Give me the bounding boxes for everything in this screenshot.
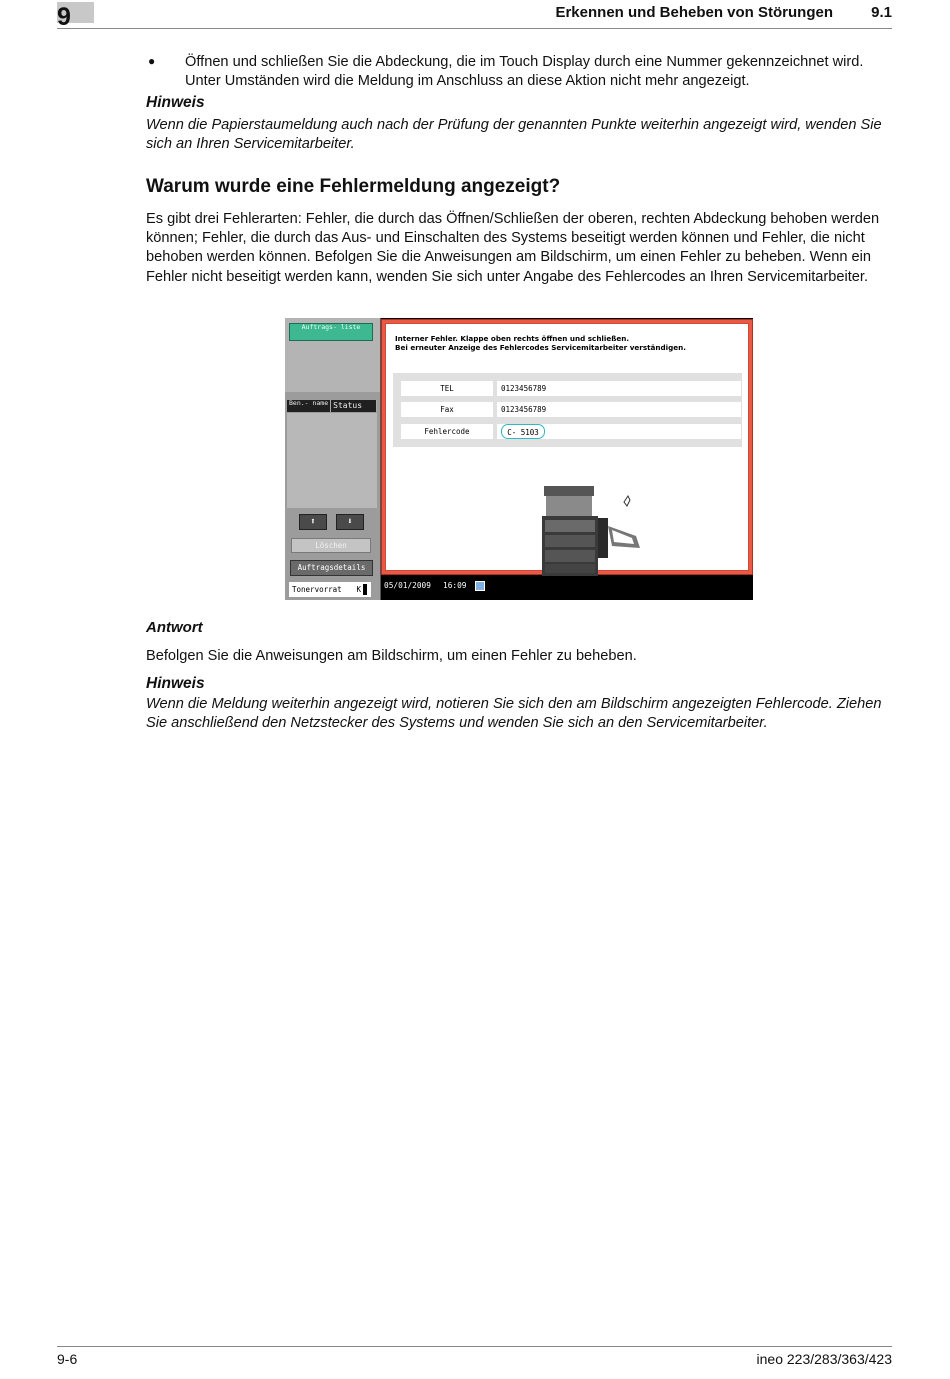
note-label-2: Hinweis	[146, 675, 205, 692]
info-label-error-code: Fehlercode	[401, 424, 493, 439]
error-message-line-1: Interner Fehler. Klappe oben rechts öffnen und schließen.	[395, 334, 630, 343]
copier-illustration-icon	[536, 486, 656, 576]
error-message-line-2: Bei erneuter Anzeige des Fehlercodes Servicemitarbeiter verständigen.	[395, 343, 686, 352]
scroll-down-button[interactable]: ⬇	[336, 514, 364, 530]
info-value-tel: 0123456789	[497, 381, 741, 396]
body-paragraph: Es gibt drei Fehlerarten: Fehler, die durch das Öffnen/Schließen der oberen, rechten Abdeckung behoben werden können; Fehler, die durch das Aus- und Einschalten des Systems beseitigt werden können und Fehler, die nicht behoben werden können. Befolgen Sie die Anweisungen am Bildschirm, um einen Fehler zu beheben. Wenn ein Fehler nicht beseitigt werden kann, wenden Sie sich unter Angabe des Fehlercodes an Ihren Servicemitarbeiter.	[146, 211, 880, 285]
touch-panel-screenshot	[285, 318, 753, 600]
toner-label: Tonervorrat	[292, 585, 342, 594]
job-list-area	[287, 413, 377, 508]
section-number: 9.1	[871, 4, 892, 21]
status-date: 05/01/2009	[384, 581, 431, 590]
toner-level-bar	[363, 584, 367, 595]
answer-label: Antwort	[146, 619, 203, 636]
error-message-frame	[381, 319, 753, 575]
info-label-fax: Fax	[401, 402, 493, 417]
info-row-error-code	[401, 424, 745, 440]
job-tabs	[287, 400, 377, 412]
contact-info-box	[393, 373, 742, 447]
job-details-button[interactable]: Auftragsdetails	[290, 560, 373, 576]
job-list-button[interactable]: Auftrags- liste	[289, 323, 373, 341]
status-bar	[381, 576, 753, 600]
tab-status[interactable]: Status	[331, 400, 377, 412]
chapter-number: 9	[57, 3, 71, 31]
toner-color-label: K	[356, 585, 361, 594]
bullet-text: Öffnen und schließen Sie die Abdeckung, die im Touch Display durch eine Nummer gekennzeichnet wird. Unter Umständen wird die Meldung im Anschluss an diese Aktion nicht mehr angezeigt.	[185, 54, 864, 90]
header-divider	[57, 28, 892, 29]
delete-button[interactable]: Löschen	[291, 538, 371, 553]
bullet-marker: ●	[148, 54, 156, 68]
network-status-icon	[475, 581, 485, 591]
left-panel	[285, 318, 380, 600]
toner-indicator	[289, 582, 371, 597]
footer-divider	[57, 1346, 892, 1347]
info-row-fax	[401, 402, 745, 418]
note-text-2: Wenn die Meldung weiterhin angezeigt wird, notieren Sie sich den am Bildschirm angezeigten Fehlercode. Ziehen Sie anschließend den Netzstecker des Systems und wenden Sie sich an den Servicemitarbeiter.	[146, 696, 882, 732]
note-label: Hinweis	[146, 94, 205, 111]
model-name: ineo 223/283/363/423	[756, 1351, 892, 1367]
chapter-title: Erkennen und Beheben von Störungen	[555, 4, 833, 21]
info-value-error-code	[497, 424, 741, 439]
section-heading: Warum wurde eine Fehlermeldung angezeigt?	[146, 176, 561, 197]
note-text: Wenn die Papierstaumeldung auch nach der Prüfung der genannten Punkte weiterhin angezeigt wird, wenden Sie sich an Ihren Servicemitarbeiter.	[146, 117, 882, 153]
info-value-fax: 0123456789	[497, 402, 741, 417]
answer-text: Befolgen Sie die Anweisungen am Bildschirm, um einen Fehler zu beheben.	[146, 648, 637, 664]
error-message	[395, 334, 686, 352]
info-label-tel: TEL	[401, 381, 493, 396]
info-row-tel	[401, 381, 745, 397]
scroll-up-button[interactable]: ⬆	[299, 514, 327, 530]
status-time: 16:09	[443, 581, 467, 590]
error-code-highlight: C- 5103	[501, 424, 545, 439]
tab-user-name[interactable]: Ben.- name	[287, 400, 331, 412]
page-number: 9-6	[57, 1351, 78, 1367]
